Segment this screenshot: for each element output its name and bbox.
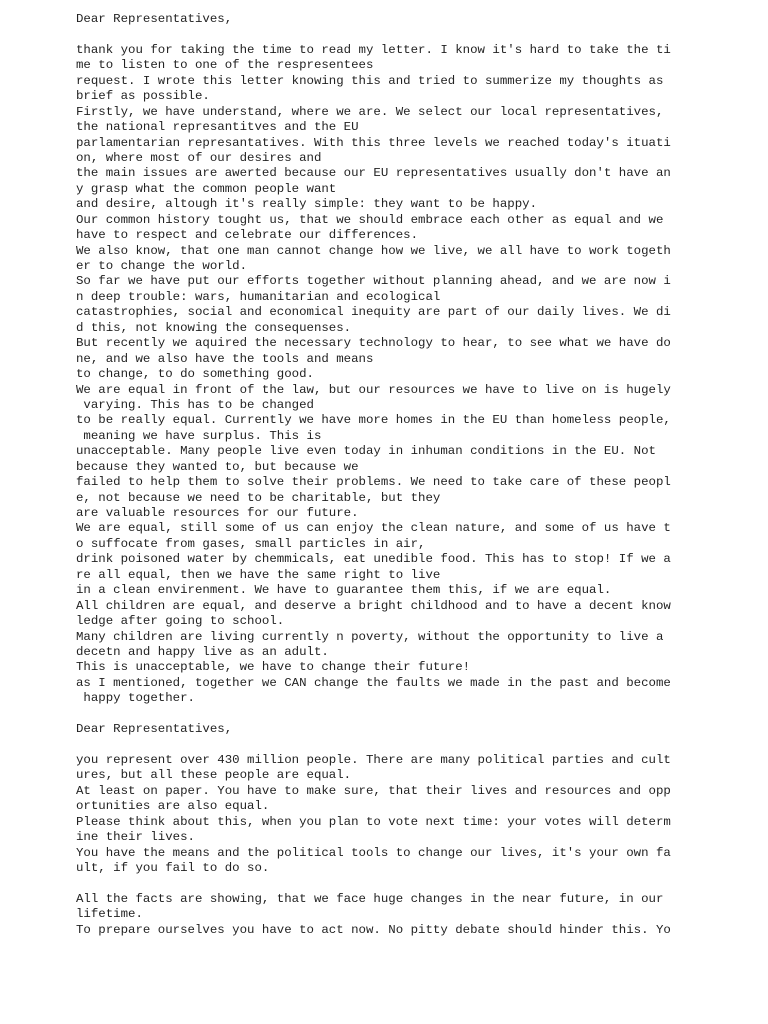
text-line: To prepare ourselves you have to act now. No pitty debate should hinder this. Yo [76,922,671,937]
text-line: catastrophies, social and economical inequity are part of our daily lives. We di [76,305,671,320]
text-line: y grasp what the common people want [76,181,337,196]
text-line: in a clean envirenment. We have to guarantee them this, if we are equal. [76,583,612,598]
text-line: ures, but all these people are equal. [76,768,352,783]
letter-body [76,12,671,938]
text-line: ult, if you fail to do so. [76,861,270,876]
text-line: er to change the world. [76,259,248,273]
text-line: request. I wrote this letter knowing this and tried to summerize my thoughts as [76,73,664,88]
text-line: thank you for taking the time to read my letter. I know it's hard to take the ti [76,42,671,57]
blank-line [76,738,671,753]
text-line: because they wanted to, but because we [76,459,359,474]
text-line: You have the means and the political tools to change our lives, it's your own fa [76,845,671,860]
text-line: e, not because we need to be charitable, but they [76,490,441,505]
text-line: But recently we aquired the necessary technology to hear, to see what we have do [76,336,671,351]
text-line: ledge after going to school. [76,614,285,629]
text-line: the main issues are awerted because our EU representatives usually don't have an [76,166,671,181]
text-line: ine their lives. [76,830,195,845]
text-line: the national represantitves and the EU [76,120,359,135]
text-line: Firstly, we have understand, where we are. We select our local representatives, [76,104,664,119]
text-line: re all equal, then we have the same right to live [76,567,441,582]
text-line: brief as possible. [76,89,210,104]
text-line: failed to help them to solve their problems. We need to take care of these peopl [76,475,671,490]
text-line: Many children are living currently n poverty, without the opportunity to live a [76,629,664,644]
text-line: This is unacceptable, we have to change their future! [76,660,471,675]
text-line: drink poisoned water by chemmicals, eat unedible food. This has to stop! If we a [76,552,671,567]
text-line: you represent over 430 million people. There are many political parties and cult [76,753,671,767]
text-line: to change, to do something good. [76,367,314,382]
text-line: We are equal, still some of us can enjoy the clean nature, and some of us have t [76,521,671,536]
text-line: varying. This has to be changed [76,397,314,412]
blank-line [76,877,671,892]
text-line: and desire, altough it's really simple: they want to be happy. [76,197,538,212]
text-line: lifetime. [76,907,143,922]
text-line: At least on paper. You have to make sure, that their lives and resources and opp [76,783,671,798]
text-line: Dear Representatives, [76,12,233,26]
text-line: are valuable resources for our future. [76,506,359,520]
text-line: parlamentarian represantatives. With this three levels we reached today's ituati [76,135,671,150]
text-line: n deep trouble: wars, humanitarian and ecological [76,289,441,304]
text-line: happy together. [76,691,195,706]
text-line: have to respect and celebrate our differences. [76,228,419,243]
blank-line [76,27,671,42]
text-line: We are equal in front of the law, but our resources we have to live on is hugely [76,382,671,397]
blank-line [76,707,671,722]
text-line: Our common history tought us, that we should embrace each other as equal and we [76,212,664,227]
text-line: ortunities are also equal. [76,799,270,814]
text-line: decetn and happy live as an adult. [76,644,329,659]
text-line: Please think about this, when you plan to vote next time: your votes will determ [76,814,671,829]
text-line: So far we have put our efforts together without planning ahead, and we are now i [76,274,671,289]
text-line: All the facts are showing, that we face huge changes in the near future, in our [76,891,664,906]
text-line: on, where most of our desires and [76,150,322,165]
text-line: me to listen to one of the respresentees [76,58,374,73]
text-line: Dear Representatives, [76,722,233,737]
text-line: ne, and we also have the tools and means [76,351,374,366]
text-line: All children are equal, and deserve a bright childhood and to have a decent know [76,598,671,613]
text-line: We also know, that one man cannot change how we live, we all have to work togeth [76,243,671,258]
text-line: d this, not knowing the consequenses. [76,320,352,335]
text-line: meaning we have surplus. This is [76,428,322,443]
text-line: to be really equal. Currently we have more homes in the EU than homeless people, [76,413,671,428]
text-line: o suffocate from gases, small particles in air, [76,536,426,551]
text-line: unacceptable. Many people live even today in inhuman conditions in the EU. Not [76,444,656,459]
text-line: as I mentioned, together we CAN change the faults we made in the past and become [76,675,671,690]
